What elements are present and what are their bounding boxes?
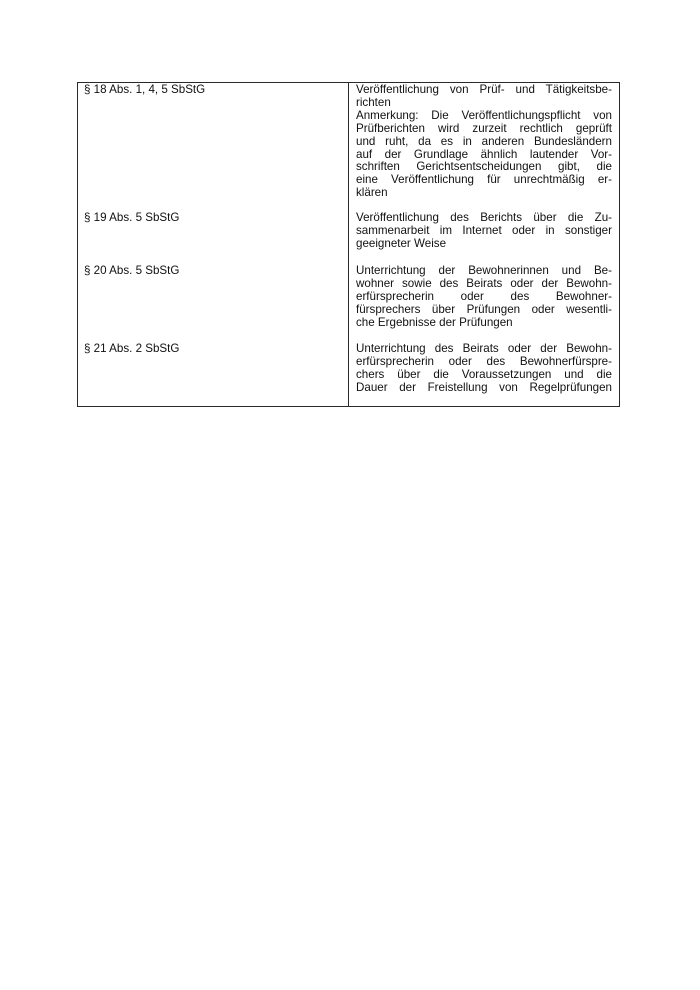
description-line: wohner sowie des Beirats oder der Bewohn- — [356, 276, 612, 290]
description-line: che Ergebnisse der Prüfungen — [356, 315, 513, 329]
law-reference-text: § 19 Abs. 5 SbStG — [84, 211, 180, 224]
description-line: Dauer der Freistellung von Regelprüfungen — [356, 380, 612, 394]
law-reference-column — [78, 83, 349, 406]
law-reference-cell — [84, 265, 342, 278]
description-line: Veröffentlichung des Berichts über die Zu- — [356, 211, 612, 224]
description-line: und ruht, da es in anderen Bundesländern — [356, 134, 612, 148]
description-line: Prüfberichten wird zurzeit rechtlich geprüft — [356, 121, 612, 135]
description-line: Anmerkung: Die Veröffentlichungspflicht von — [356, 108, 612, 122]
description-line: schriften Gerichtsentscheidungen gibt, die — [356, 160, 612, 174]
description-line: chers über die Voraussetzungen und die — [356, 367, 612, 381]
obligation-description-cell — [356, 212, 612, 251]
description-line: geeigneter Weise — [356, 236, 447, 250]
law-reference-cell — [84, 84, 342, 97]
description-line: eine Veröffentlichung für unrechtmäßig er- — [356, 173, 612, 187]
law-reference-text: § 20 Abs. 5 SbStG — [84, 264, 180, 277]
description-line: Unterrichtung des Beirats oder der Bewohn- — [356, 342, 612, 355]
description-line: auf der Grundlage ähnlich lautender Vor- — [356, 147, 612, 161]
law-reference-cell — [84, 343, 342, 356]
obligation-description-cell — [356, 84, 612, 200]
law-reference-text: § 18 Abs. 1, 4, 5 SbStG — [84, 83, 206, 96]
law-reference-text: § 21 Abs. 2 SbStG — [84, 342, 180, 355]
obligation-description-column — [349, 83, 619, 406]
description-line: klären — [356, 186, 388, 200]
description-line: sammenarbeit im Internet oder in sonstiger — [356, 223, 612, 237]
description-line: Veröffentlichung von Prüf- und Tätigkeitsbe- — [356, 83, 612, 96]
description-line: Unterrichtung der Bewohnerinnen und Be- — [356, 264, 612, 277]
obligation-description-cell — [356, 265, 612, 330]
description-line: richten — [356, 95, 391, 109]
description-line: erfürsprecherin oder des Bewohnerfürspre- — [356, 354, 612, 368]
description-line: erfürsprecherin oder des Bewohner- — [356, 289, 612, 303]
obligation-description-cell — [356, 343, 612, 395]
description-line: fürsprechers über Prüfungen oder wesentli- — [356, 302, 612, 316]
law-reference-cell — [84, 212, 342, 225]
legal-reference-table — [77, 82, 620, 407]
